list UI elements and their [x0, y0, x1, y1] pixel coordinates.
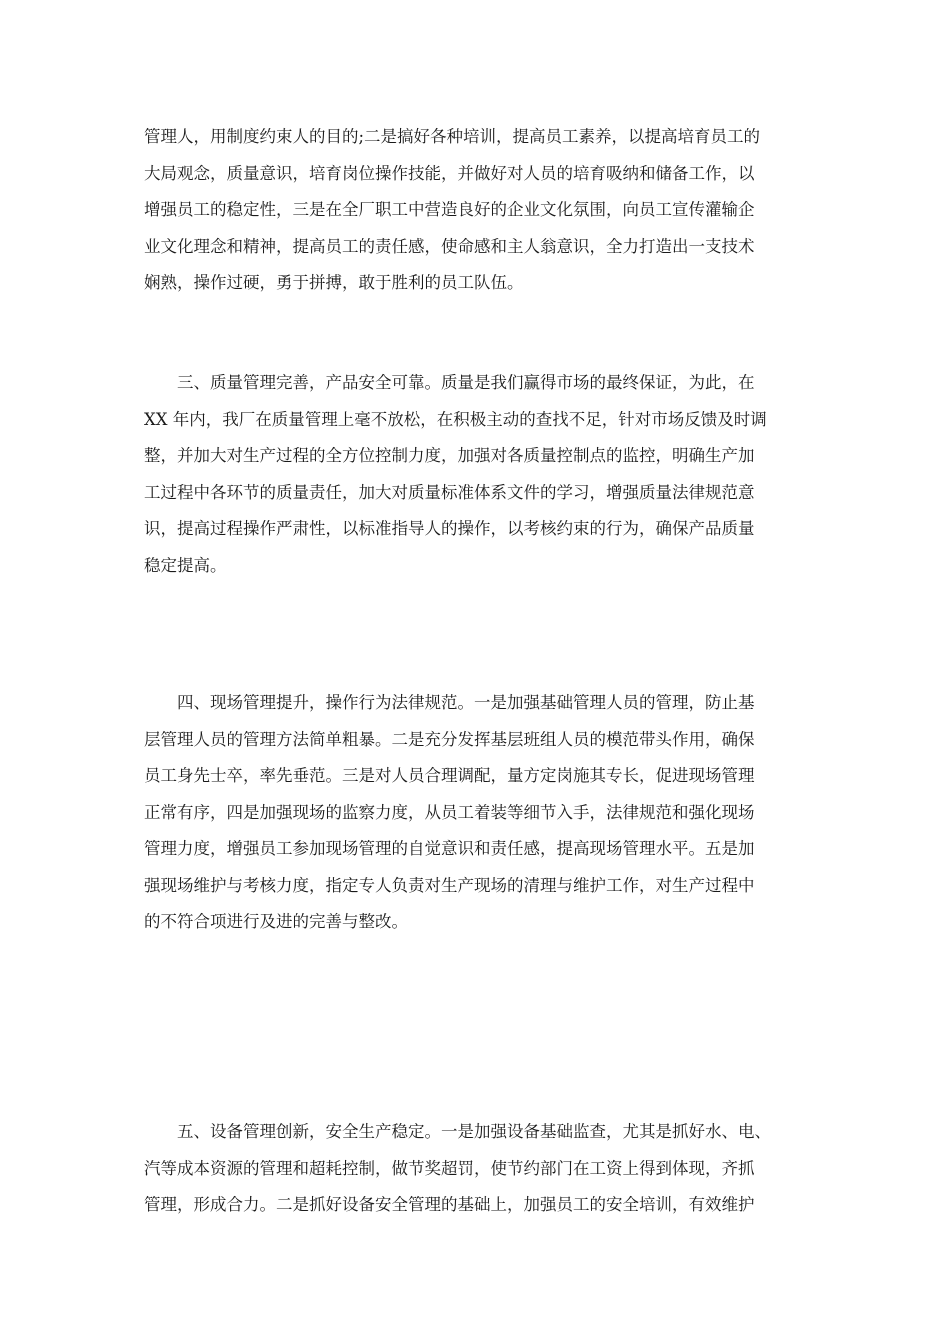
text-line: 整，并加大对生产过程的全方位控制力度，加强对各质量控制点的监控，明确生产加 [144, 446, 755, 465]
text-line: 工过程中各环节的质量责任，加大对质量标准体系文件的学习，增强质量法律规范意 [144, 482, 755, 502]
text-line: 增强员工的稳定性，三是在全厂职工中营造良好的企业文化氛围，向员工宣传灌输企 [144, 200, 755, 219]
paragraph-site-management [144, 685, 812, 941]
text-line: XX 年内，我厂在质量管理上毫不放松，在积极主动的查找不足，针对市场反馈及时调 [144, 409, 767, 429]
paragraph-staff-training [144, 119, 812, 302]
paragraph-quality-management [144, 365, 812, 584]
text-line: 稳定提高。 [144, 555, 227, 575]
text-line: 大局观念，质量意识，培育岗位操作技能，并做好对人员的培育吸纳和储备工作，以 [144, 163, 755, 183]
text-line: 三、质量管理完善，产品安全可靠。质量是我们赢得市场的最终保证，为此，在 [144, 373, 755, 392]
text-line: 管理人，用制度约束人的目的;二是搞好各种培训，提高员工素养，以提高培育员工的 [144, 127, 761, 146]
text-line: 的不符合项进行及进的完善与整改。 [144, 912, 408, 931]
text-line: 业文化理念和精神，提高员工的责任感，使命感和主人翁意识，全力打造出一支技术 [144, 236, 755, 256]
text-line: 层管理人员的管理方法简单粗暴。二是充分发挥基层班组人员的模范带头作用，确保 [144, 729, 755, 749]
text-line: 娴熟，操作过硬，勇于拼搏，敢于胜利的员工队伍。 [144, 273, 524, 292]
text-line: 识，提高过程操作严肃性，以标准指导人的操作，以考核约束的行为，确保产品质量 [144, 519, 755, 538]
text-line: 员工身先士卒，率先垂范。三是对人员合理调配，量方定岗施其专长，促进现场管理 [144, 766, 755, 785]
text-line: 汽等成本资源的管理和超耗控制，做节奖超罚，使节约部门在工资上得到体现，齐抓 [144, 1158, 755, 1178]
text-line: 五、设备管理创新，安全生产稳定。一是加强设备基础监查，尤其是抓好水、电、 [144, 1122, 771, 1141]
text-line: 管理力度，增强员工参加现场管理的自觉意识和责任感，提高现场管理水平。五是加 [144, 839, 755, 858]
text-line: 正常有序，四是加强现场的监察力度，从员工着装等细节入手，法律规范和强化现场 [144, 802, 755, 822]
paragraph-equipment-management [144, 1114, 812, 1224]
text-line: 强现场维护与考核力度，指定专人负责对生产现场的清理与维护工作，对生产过程中 [144, 875, 755, 895]
text-line: 四、现场管理提升，操作行为法律规范。一是加强基础管理人员的管理，防止基 [144, 693, 755, 712]
text-line: 管理，形成合力。二是抓好设备安全管理的基础上，加强员工的安全培训，有效维护 [144, 1195, 755, 1214]
